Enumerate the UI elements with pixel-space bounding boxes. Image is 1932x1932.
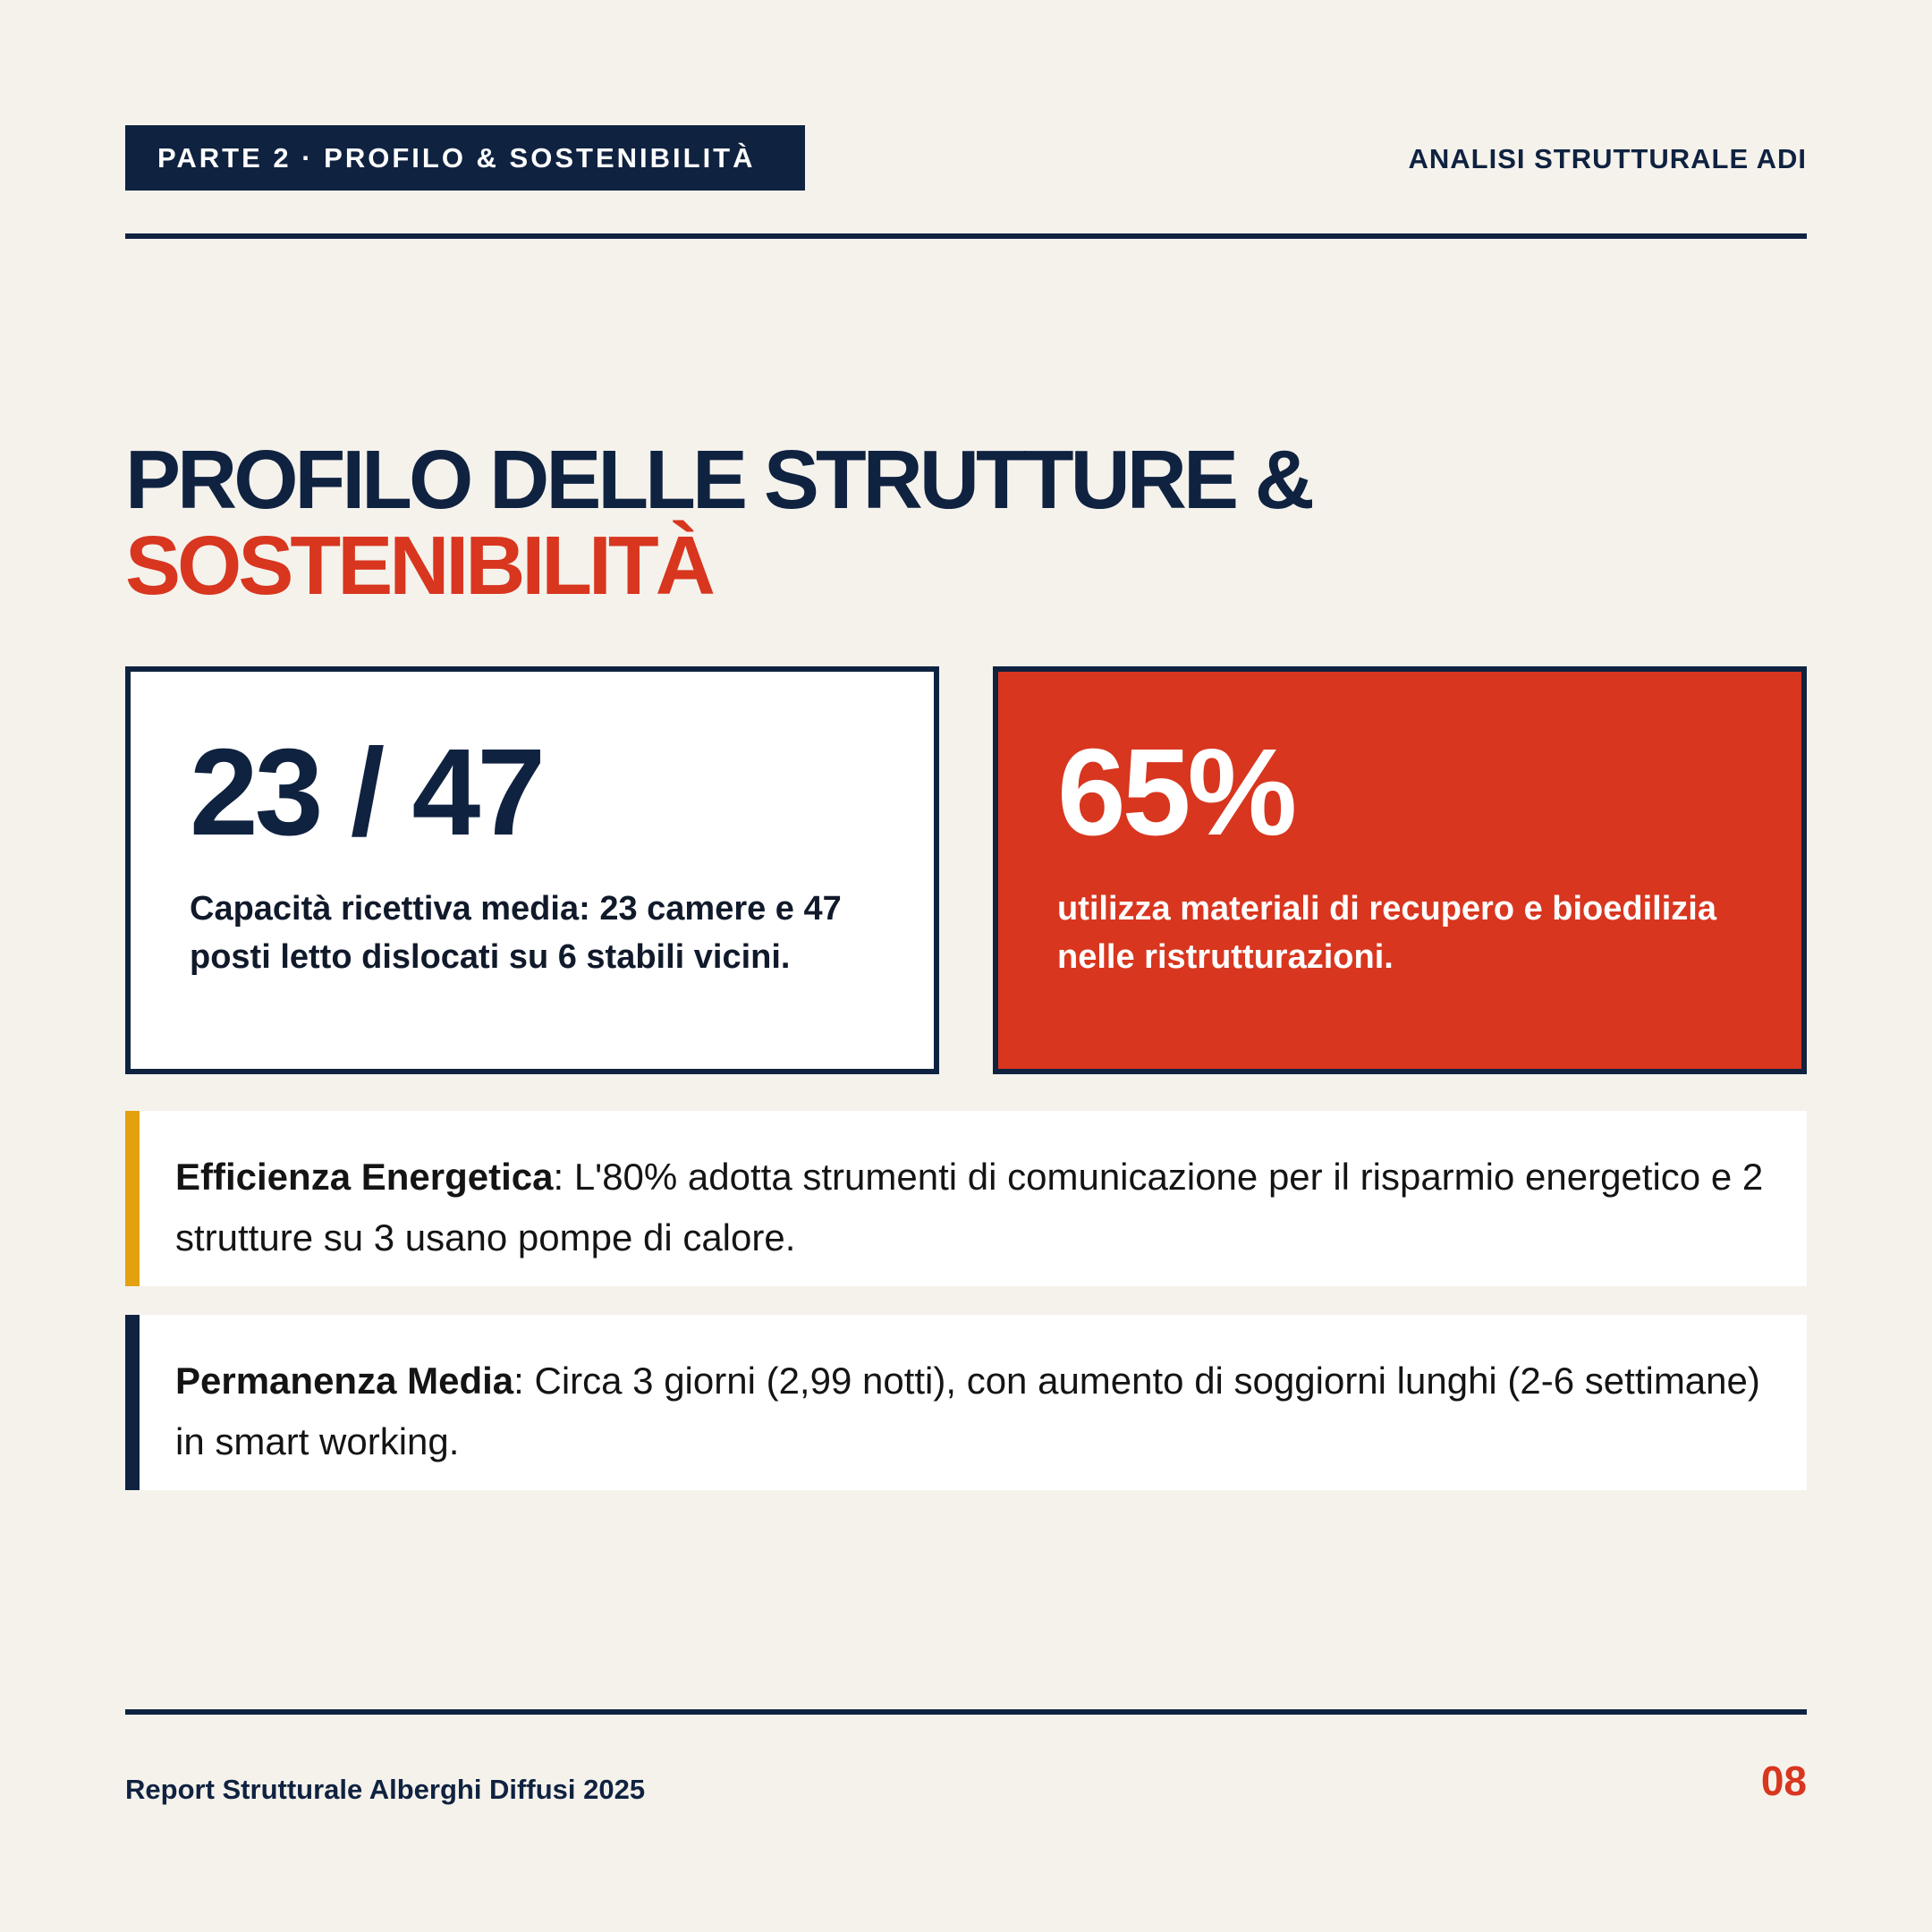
capacity-desc-text-1: Capacità ricettiva media:	[190, 890, 600, 928]
energy-note-text	[175, 1147, 1771, 1268]
capacity-description	[190, 885, 875, 981]
stay-note-text	[175, 1351, 1771, 1472]
capacity-desc-text-2: dislocati su 6 stabili vicini.	[352, 938, 791, 976]
capacity-desc-bold: 23 camere e 47 posti letto	[190, 890, 842, 976]
stay-note	[125, 1315, 1807, 1490]
page-title	[125, 433, 1311, 612]
stay-accent-bar	[125, 1315, 140, 1490]
energy-note-label: Efficienza Energetica	[175, 1156, 554, 1198]
title-line-2: SOSTENIBILITÀ	[125, 519, 712, 612]
capacity-card	[125, 666, 939, 1074]
bottom-divider	[125, 1709, 1807, 1715]
energy-note	[125, 1111, 1807, 1286]
page-number: 08	[1760, 1758, 1807, 1804]
section-tag: PARTE 2 · PROFILO & SOSTENIBILITÀ	[125, 125, 805, 191]
materials-stat: 65%	[1057, 724, 1294, 861]
materials-card	[993, 666, 1807, 1074]
stay-note-label: Permanenza Media	[175, 1360, 514, 1402]
materials-description: utilizza materiali di recupero e bioedilizia nelle ristrutturazioni.	[1057, 890, 1716, 976]
stay-note-body: : Circa 3 giorni (2,99 notti), con aumento di soggiorni lunghi (2-6 settimane) in smart working.	[175, 1360, 1760, 1462]
energy-note-body: : L'80% adotta strumenti di comunicazione per il risparmio energetico e 2 strutture su 3 usano pompe di calore.	[175, 1156, 1764, 1258]
top-divider	[125, 233, 1807, 239]
footer-report-title: Report Strutturale Alberghi Diffusi 2025	[125, 1774, 646, 1805]
title-line-1: PROFILO DELLE STRUTTURE &	[125, 433, 1311, 526]
report-label: ANALISI STRUTTURALE ADI	[1408, 143, 1807, 174]
energy-accent-bar	[125, 1111, 140, 1286]
capacity-stat: 23 / 47	[190, 724, 543, 861]
